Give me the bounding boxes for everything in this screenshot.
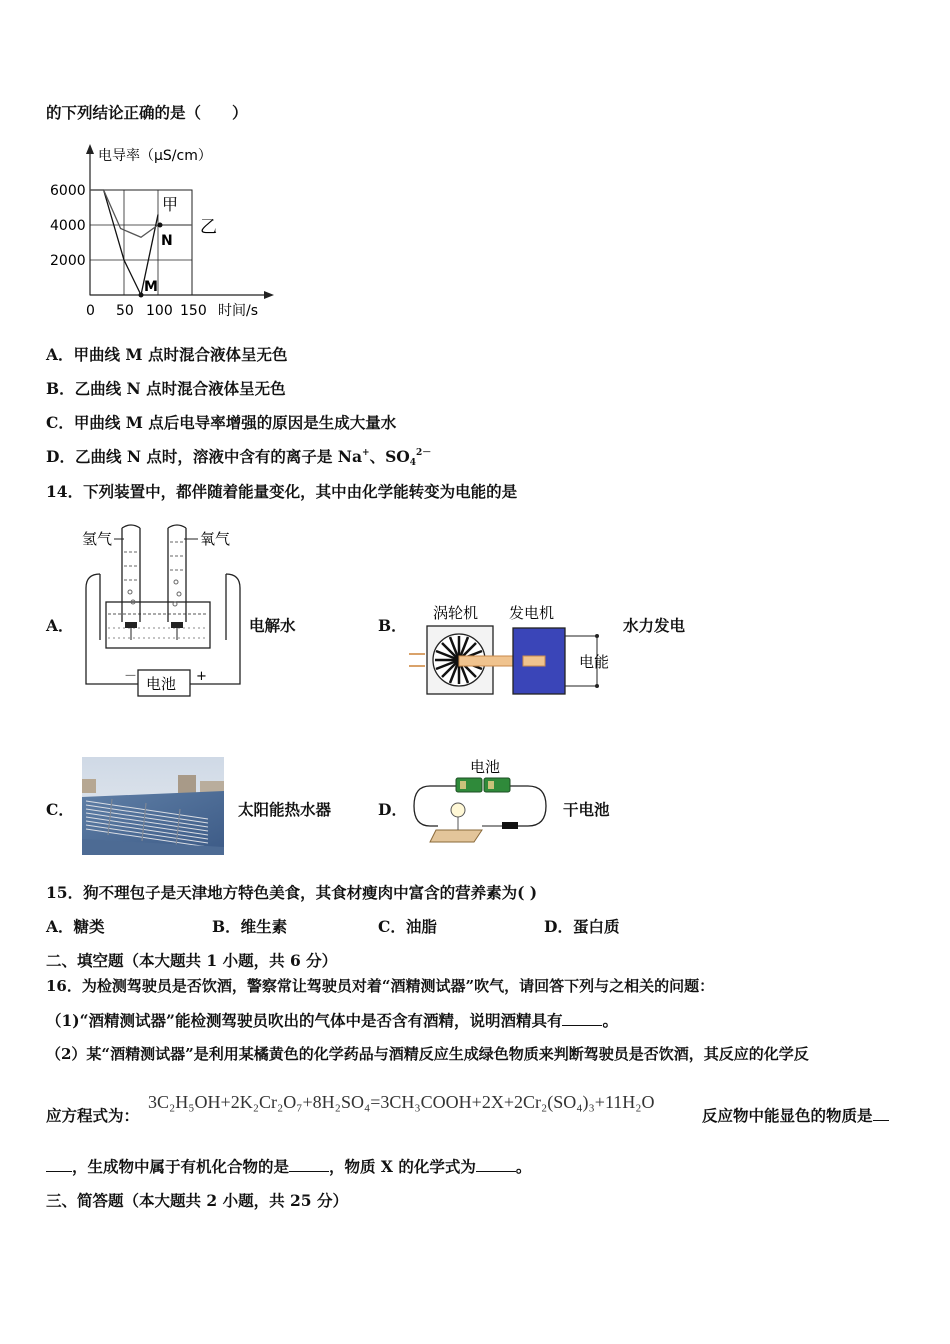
x-tick-label: 50 [116, 303, 134, 319]
q16-eq-suffix-text: 反应物中能显色的物质是 [702, 1106, 873, 1125]
wire [510, 786, 546, 826]
ion-charge: 2－ [416, 448, 432, 458]
chemical-equation: 3C₂H₅OH+2K₂Cr₂O₇+8H₂SO₄=3CH₃COOH+2X+2Cr₂(SO₄)₃+11H₂O [148, 1092, 655, 1112]
point-label: M [144, 279, 158, 295]
series-label: 乙 [200, 217, 217, 238]
point-marker [139, 293, 144, 298]
x-tick-label: 0 [86, 303, 95, 319]
intro-line: 的下列结论正确的是（ ） [46, 103, 248, 122]
bulb [451, 803, 465, 817]
q15-stem: 15．狗不理包子是天津地方特色美食，其食材瘦肉中富含的营养素为( ) [46, 883, 538, 902]
q14-stem: 14．下列装置中，都伴随着能量变化，其中由化学能转变为电能的是 [46, 482, 518, 501]
x-tick-label: 100 [146, 303, 173, 319]
lamp-base [430, 830, 482, 842]
q16-part4-text: ，物质 X 的化学式为 [329, 1157, 476, 1176]
q14-c-key: C． [46, 800, 74, 819]
q14-a-key: A． [46, 616, 74, 635]
label-battery: 电池 [146, 675, 177, 693]
label-o2: 氧气 [200, 530, 231, 548]
q14-c-caption: 太阳能热水器 [238, 800, 332, 819]
label-h2: 氢气 [82, 530, 113, 548]
q14-a-caption: 电解水 [249, 616, 296, 635]
q16-eq-prefix: 应方程式为： [46, 1106, 140, 1125]
q15-option-b: B．维生素 [212, 917, 288, 936]
option-key: C． [46, 413, 74, 432]
q16-part1 [46, 1009, 618, 1031]
minus-sign: － [124, 669, 138, 684]
q16-part4-text: ，生成物中属于有机化合物的是 [72, 1157, 290, 1176]
q14-d-key: D． [378, 800, 407, 819]
point-label: N [161, 233, 173, 249]
electrode [125, 622, 137, 628]
option-key: B． [46, 379, 75, 398]
q16-part1-text: （1)“酒精测试器”能检测驾驶员吹出的气体中是否含有酒精，说明酒精具有 [46, 1011, 563, 1030]
q16-eq-suffix [702, 1104, 889, 1126]
q16-part1-end: 。 [602, 1011, 618, 1030]
option-text: 乙曲线 N 点时，溶液中含有的离子是 Na [74, 447, 363, 466]
option-text-mid: 、SO [369, 447, 410, 466]
q13-option-a [46, 343, 287, 365]
option-key: A． [46, 345, 74, 364]
q15-option-d: D．蛋白质 [544, 917, 620, 936]
y-tick-label: 2000 [50, 253, 86, 269]
electrode [171, 622, 183, 628]
option-key: D． [46, 447, 75, 466]
q13-option-b [46, 377, 286, 399]
q14-d-caption: 干电池 [563, 800, 610, 819]
section-3-heading: 三、简答题（本大题共 2 小题，共 25 分） [46, 1191, 348, 1210]
answer-blank[interactable] [46, 1159, 72, 1172]
q14-b-key: B． [378, 616, 407, 635]
q16-part2: （2）某“酒精测试器”是利用某橘黄色的化学药品与酒精反应生成绿色物质来判断驾驶员是否饮酒，其反应的化学反 [46, 1045, 809, 1063]
q15-option-a: A．糖类 [46, 917, 105, 936]
electrolysis-diagram [78, 522, 248, 702]
q13-option-d [46, 445, 431, 468]
ion-charge: + [362, 448, 370, 458]
x-axis-label: 时间/s [218, 303, 259, 319]
o2-tube [168, 525, 186, 622]
bubbles [124, 542, 184, 606]
section-2-heading: 二、填空题（本大题共 1 小题，共 6 分） [46, 951, 338, 970]
x-tick-label: 150 [180, 303, 207, 319]
option-text: 甲曲线 M 点后电导率增强的原因是生成大量水 [73, 413, 397, 432]
answer-blank[interactable] [289, 1159, 329, 1172]
option-text: 乙曲线 N 点时混合液体呈无色 [74, 379, 286, 398]
q16-part4 [46, 1155, 531, 1177]
option-text: 甲曲线 M 点时混合液体呈无色 [73, 345, 288, 364]
y-axis-arrow [86, 144, 94, 154]
y-tick-label: 6000 [50, 183, 86, 199]
x-axis-arrow [264, 291, 274, 299]
series-label: 甲 [162, 195, 179, 214]
wire [414, 786, 456, 826]
cell [484, 778, 510, 792]
wire [190, 574, 240, 684]
q16-stem: 16．为检测驾驶员是否饮酒，警察常让驾驶员对着“酒精测试器”吹气，请回答下列与之相关的问题： [46, 977, 715, 995]
answer-blank[interactable] [562, 1013, 602, 1026]
cell [456, 778, 482, 792]
q14-b-caption: 水力发电 [623, 616, 686, 635]
label-energy: 电能 [579, 653, 610, 671]
answer-blank[interactable] [873, 1108, 889, 1121]
h2-tube [122, 525, 140, 622]
label-battery: 电池 [470, 758, 501, 776]
q15-option-c: C．油脂 [378, 917, 437, 936]
y-axis-label: 电导率（μS/cm） [98, 148, 212, 164]
ion-subscript: 4 [409, 458, 417, 468]
dry-cell-circuit [408, 752, 554, 852]
solar-water-heater-photo [82, 757, 224, 855]
hydro-generator-diagram [405, 596, 625, 706]
label-turbine: 涡轮机 [433, 604, 479, 622]
q13-option-c [46, 411, 396, 433]
point-marker [158, 223, 163, 228]
label-generator: 发电机 [509, 604, 555, 622]
y-tick-label: 4000 [50, 218, 86, 234]
switch [502, 822, 518, 829]
conductivity-chart [40, 140, 280, 320]
plus-sign: + [196, 669, 207, 684]
q16-part4-end: 。 [515, 1157, 532, 1176]
answer-blank[interactable] [476, 1159, 516, 1172]
